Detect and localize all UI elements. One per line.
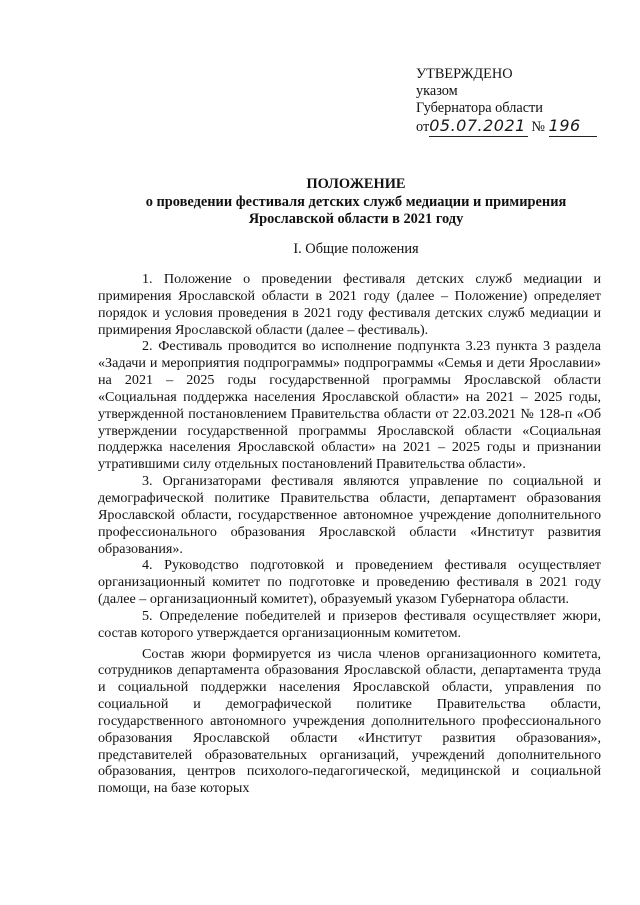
- date-prefix: от: [416, 119, 430, 135]
- approval-date-line: [416, 117, 616, 137]
- section-heading: I. Общие положения: [293, 241, 419, 257]
- paragraph-3: 3. Организаторами фестиваля являются управление по социальной и демографической политике Правительства области, департамент образования Ярославской области, государственное автономное учреждение дополнительного профессионального образования Ярославской области «Институт развития образования».: [98, 473, 601, 557]
- approval-status: УТВЕРЖДЕНО: [416, 66, 513, 82]
- paragraph-4: 4. Руководство подготовкой и проведением фестиваля осуществляет организационный комитет по подготовке и проведению фестиваля в 2021 году (далее – организационный комитет), образуемый указом Губернатора области.: [98, 557, 601, 608]
- handwritten-number: 196: [548, 116, 581, 135]
- paragraph-5: 5. Определение победителей и призеров фестиваля осуществляет жюри, состав которого утверждается организационным комитетом.: [98, 607, 601, 641]
- document-body: [98, 271, 601, 797]
- document-subtitle-line1: о проведении фестиваля детских служб медиации и примирения: [145, 193, 567, 210]
- document-title-block: [96, 176, 616, 229]
- handwritten-date: 05.07.2021: [429, 116, 526, 135]
- document-subtitle-line2: Ярославской области в 2021 году: [248, 211, 464, 227]
- document-title: ПОЛОЖЕНИЕ: [306, 176, 406, 192]
- number-prefix: №: [531, 119, 546, 135]
- approval-by: указом: [416, 83, 458, 99]
- paragraph-2: 2. Фестиваль проводится во исполнение подпункта 3.23 пункта 3 раздела «Задачи и мероприятия подпрограммы» подпрограммы «Семья и дети Ярославии» на 2021 – 2025 годы государственной программы Ярославской области «Социальная поддержка населения Ярославской области» на 2021 – 2025 годы, утвержденной постановлением Правительства области от 22.03.2021 № 128-п «Об утверждении государственной программы Ярославской области «Социальная поддержка населения Ярославской области» на 2021 – 2025 годы и признании утратившими силу отдельных постановлений Правительства области».: [98, 338, 601, 473]
- paragraph-1: 1. Положение о проведении фестиваля детских служб медиации и примирения Ярославской области в 2021 году (далее – Положение) определяет порядок и условия проведения в 2021 году фестиваля детских служб медиации и примирения Ярославской области (далее – фестиваль).: [98, 271, 601, 338]
- approval-block: [416, 66, 616, 137]
- paragraph-6: Состав жюри формируется из числа членов организационного комитета, сотрудников департамента образования Ярославской области, департамента труда и социальной поддержки населения Ярославской области, управления по социальной и демографической политике Правительства области, государственного автономного учреждения дополнительного профессионального образования Ярославской области «Институт развития образования», представителей образовательных организаций, учреждений дополнительного образования, центров психолого-педагогической, медицинской и социальной помощи, на базе которых: [98, 645, 601, 797]
- approval-authority: Губернатора области: [416, 100, 543, 116]
